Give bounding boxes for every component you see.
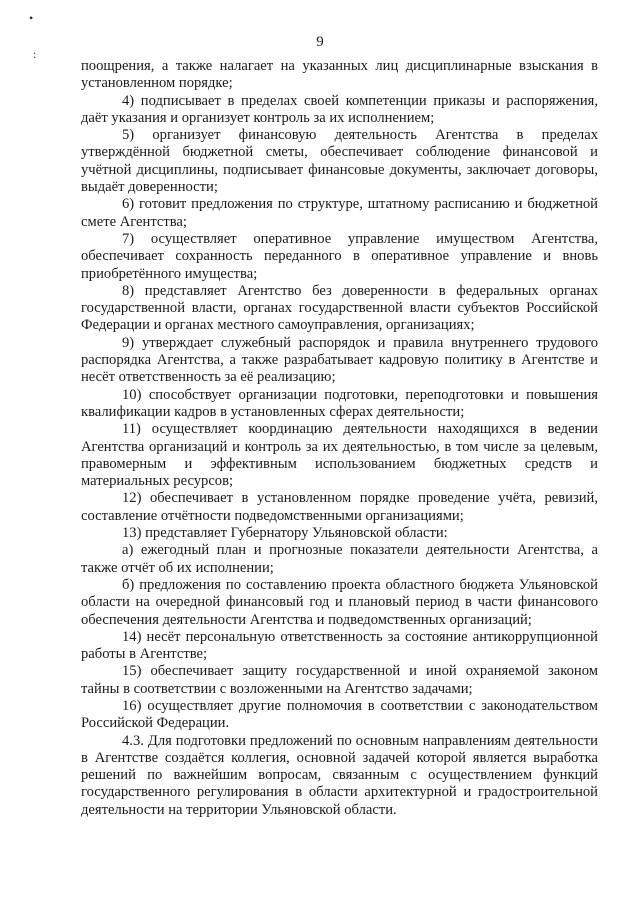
paragraph-continuation: поощрения, а также налагает на указанных лиц дисциплинарные взыскания в установленном порядке; — [81, 58, 598, 92]
paragraph-item-7: 7) осуществляет оперативное управление имуществом Агентства, обеспечивает сохранность переданного в оперативное управление и вновь приобретённого имущества; — [81, 230, 598, 282]
document-body — [81, 58, 598, 819]
paragraph-section-4-3: 4.3. Для подготовки предложений по основным направлениям деятельности в Агентстве создаётся коллегия, основной задачей которой является выработка решений по важнейшим вопросам, связанным с осуществлением функций государственного регулирования в области архитектурной и градостроительной деятельности на территории Ульяновской области. — [81, 732, 598, 818]
paragraph-item-5: 5) организует финансовую деятельность Агентства в пределах утверждённой бюджетной сметы, обеспечивает соблюдение финансовой и учётной дисциплины, подписывает финансовые документы, заключает договоры, выдаёт доверенности; — [81, 127, 598, 196]
scan-dot-mark: • — [29, 11, 34, 25]
paragraph-item-13b: б) предложения по составлению проекта областного бюджета Ульяновской области на очередной финансовый год и плановый период в части финансового обеспечения деятельности Агентства и подведомственных организаций; — [81, 576, 598, 628]
paragraph-item-15: 15) обеспечивает защиту государственной и иной охраняемой законом тайны в соответствии с возложенными на Агентство задачами; — [81, 663, 598, 697]
paragraph-item-11: 11) осуществляет координацию деятельности находящихся в ведении Агентства организаций и контроль за их деятельностью, в том числе за целевым, правомерным и эффективным использованием бюджетных средств и материальных ресурсов; — [81, 421, 598, 490]
paragraph-item-10: 10) способствует организации подготовки, переподготовки и повышения квалификации кадров в установленных сферах деятельности; — [81, 386, 598, 420]
paragraph-item-8: 8) представляет Агентство без доверенности в федеральных органах государственной власти, органах государственной власти субъектов Российской Федерации и органах местного самоуправления, организациях; — [81, 282, 598, 334]
page-number: 9 — [316, 34, 324, 50]
paragraph-item-13a: а) ежегодный план и прогнозные показатели деятельности Агентства, а также отчёт об их исполнении; — [81, 542, 598, 576]
paragraph-item-13: 13) представляет Губернатору Ульяновской области: — [122, 525, 448, 542]
scan-colon-mark: : — [33, 47, 37, 61]
paragraph-item-4: 4) подписывает в пределах своей компетенции приказы и распоряжения, даёт указания и организует контроль за их исполнением; — [81, 92, 598, 126]
paragraph-item-9: 9) утверждает служебный распорядок и правила внутреннего трудового распорядка Агентства, а также разрабатывает кадровую политику в Агентстве и несёт ответственность за её реализацию; — [81, 334, 598, 386]
paragraph-item-16: 16) осуществляет другие полномочия в соответствии с законодательством Российской Федерации. — [81, 697, 598, 732]
paragraph-item-6: 6) готовит предложения по структуре, штатному расписанию и бюджетной смете Агентства; — [81, 196, 598, 230]
paragraph-item-14: 14) несёт персональную ответственность за состояние антикоррупционной работы в Агентстве; — [81, 628, 598, 663]
paragraph-item-12: 12) обеспечивает в установленном порядке проведение учёта, ревизий, составление отчётности подведомственными организациями; — [81, 490, 598, 524]
